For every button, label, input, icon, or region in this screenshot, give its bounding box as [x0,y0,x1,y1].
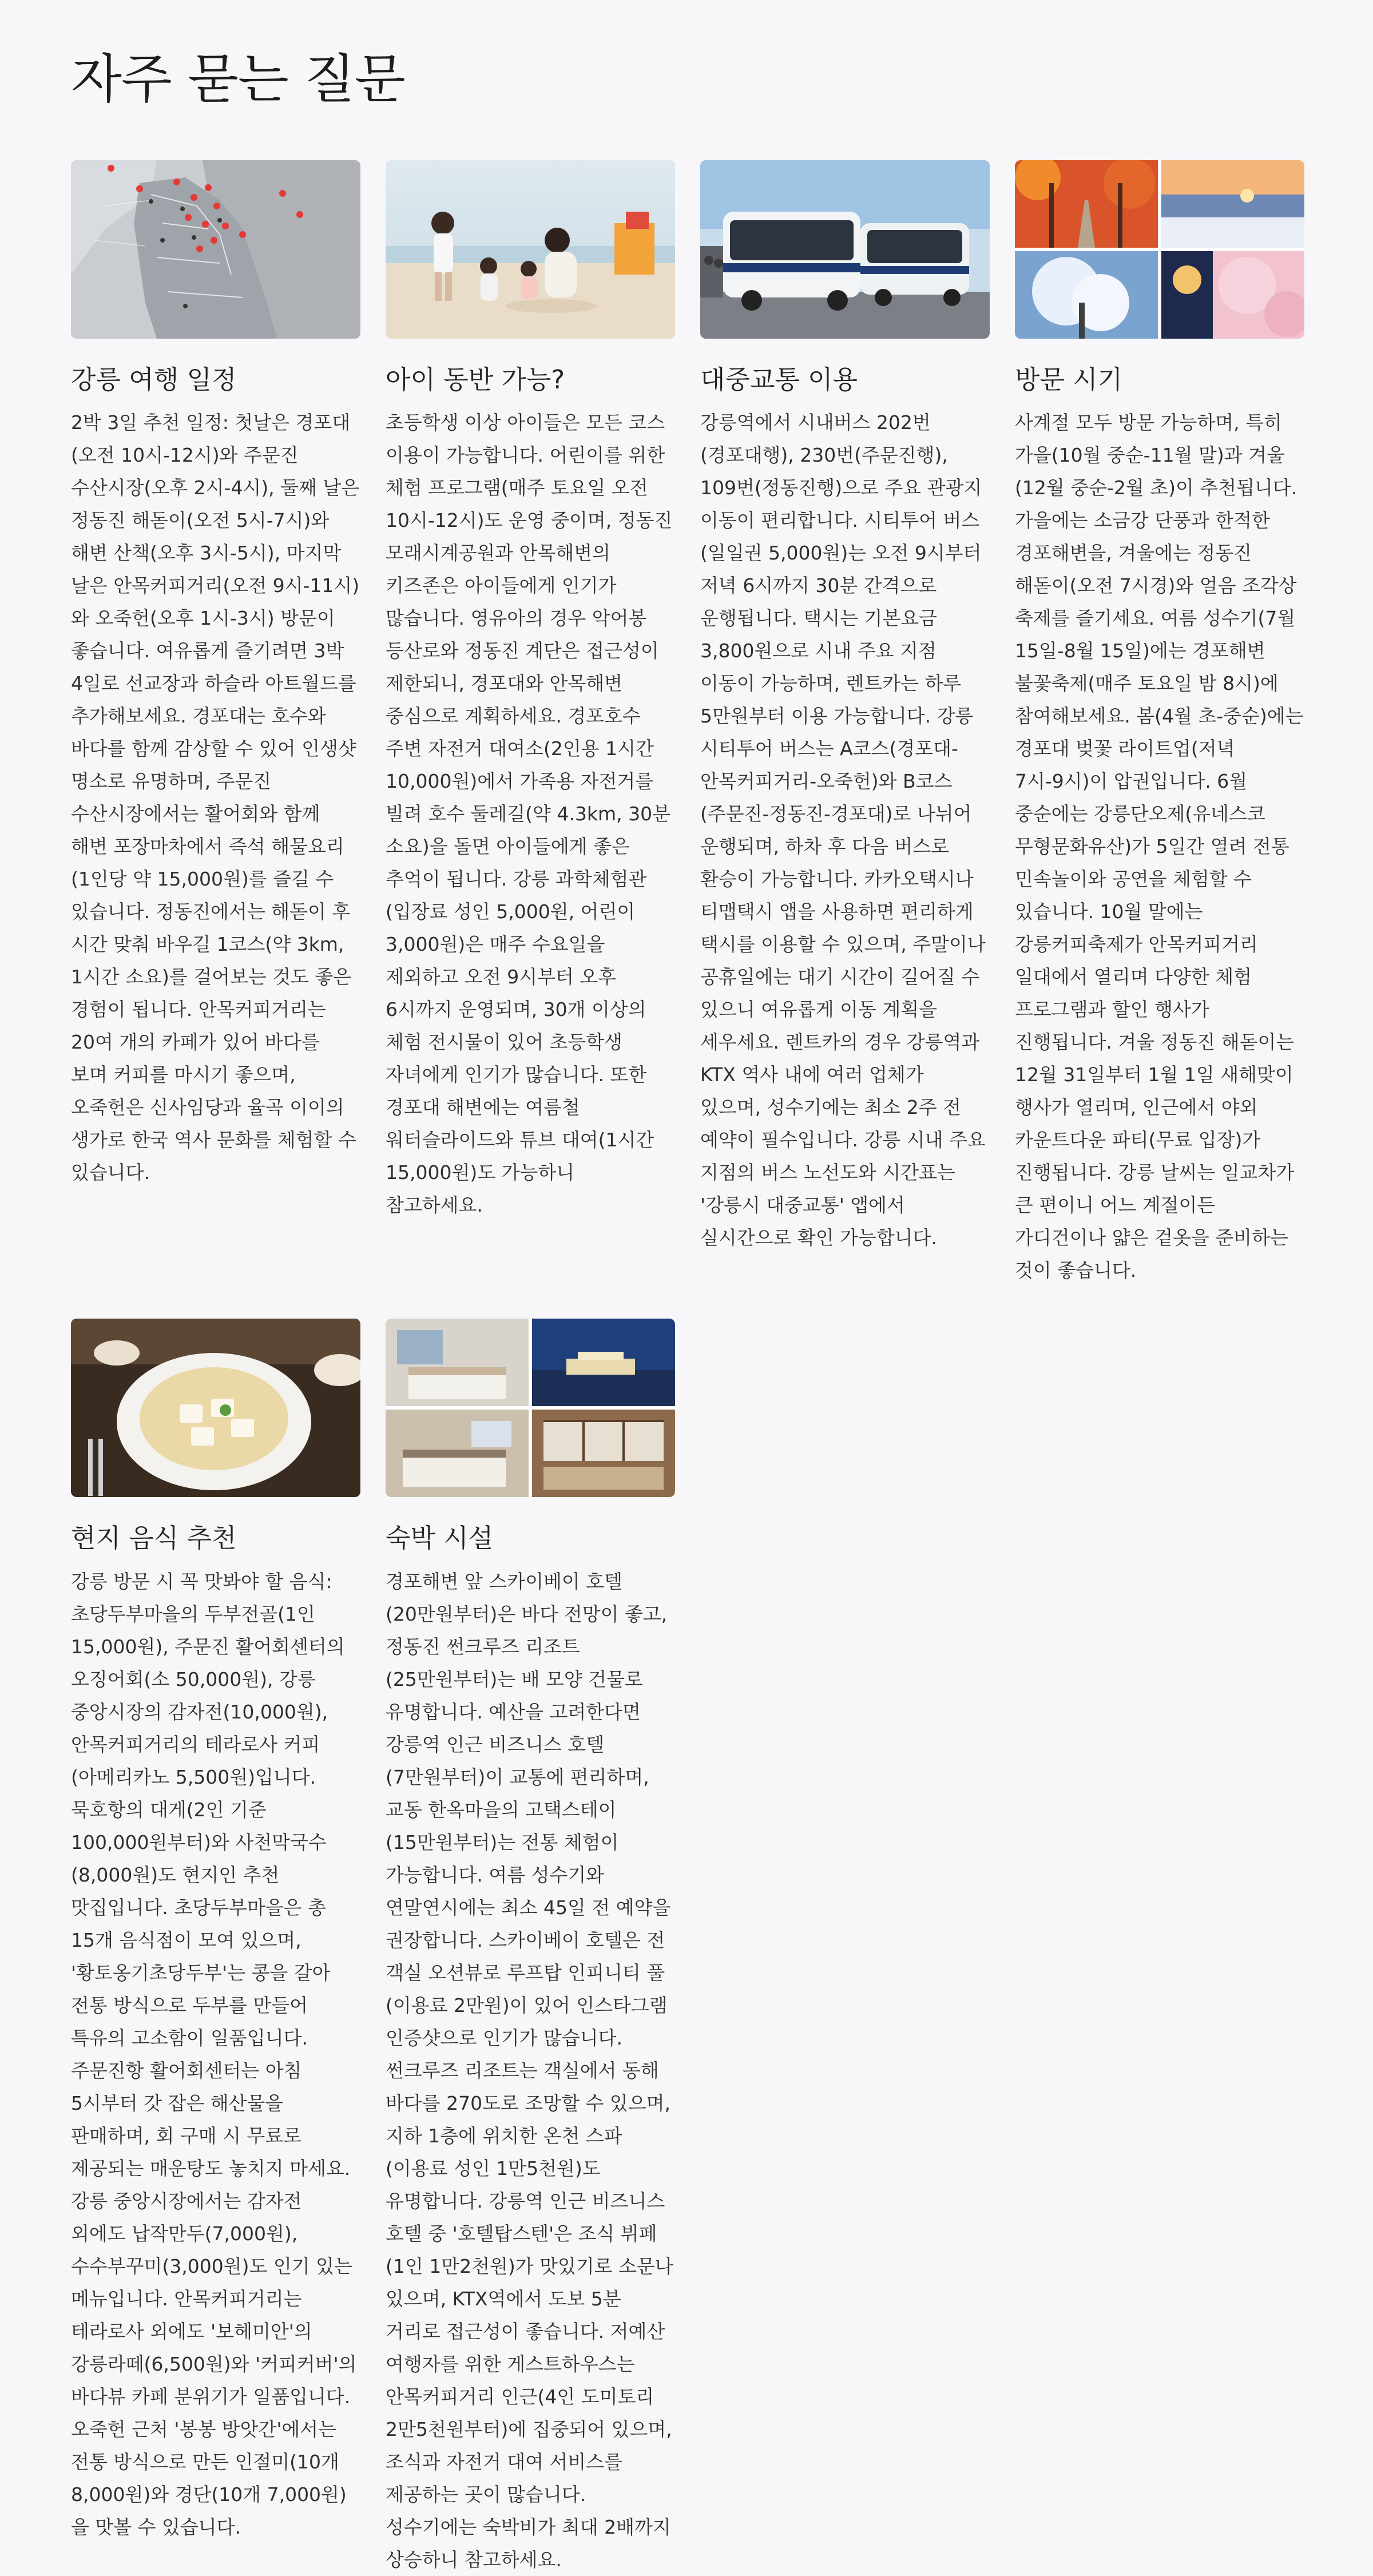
faq-answer: 강릉역에서 시내버스 202번(경포대행), 230번(주문진행), 109번(정동진행)으로 주요 관광지 이동이 편리합니다. 시티투어 버스(일일권 5,000원)는 오전 9시부터 저녁 6시까지 30분 간격으로 운행됩니다. 택시는 기본요금 3,800원으로 시내 주요 지점 이동이 가능하며, 렌트카는 하루 5만원부터 이용 가능합니다. 강릉 시티투어 버스는 A코스(경포대-안목커피거리-오죽헌)와 B코스(주문진-정동진-경포대)로 나뉘어 운행되며, 하차 후 다음 버스로 환승이 가능합니다. 카카오택시나 티맵택시 앱을 사용하면 편리하게 택시를 이용할 수 있으며, 주말이나 공휴일에는 대기 시간이 길어질 수 있으니 여유롭게 이동 계획을 세우세요. 렌트카의 경우 강릉역과 KTX 역사 내에 여러 업체가 있으며, 성수기에는 최소 2주 전 예약이 필수입니다. 강릉 시내 주요 지점의 버스 노선도와 시간표는 '강릉시 대중교통' 앱에서 실시간으로 확인 가능합니다. [700,411,986,1249]
bus-image [700,160,990,339]
faq-title: 아이 동반 가능? [386,364,565,395]
faq-title: 대중교통 이용 [700,364,858,395]
faq-card-stay [386,1319,675,2575]
page-title: 자주 묻는 질문 [71,49,405,110]
faq-card-itinerary [71,160,360,1287]
family-beach-image [386,160,675,339]
fireworks-cherry-photo [1161,251,1304,339]
map-image [71,160,360,339]
autumn-photo [1015,160,1158,248]
faq-card-transit [700,160,990,1287]
faq-grid [71,160,1302,2576]
faq-card-season [1015,160,1304,1287]
faq-title: 현지 음식 추천 [71,1523,237,1554]
seasons-collage-image [1015,160,1304,339]
faq-answer: 강릉 방문 시 꼭 맛봐야 할 음식: 초당두부마을의 두부전골(1인 15,000원), 주문진 활어회센터의 오징어회(소 50,000원), 강릉 중앙시장의 감자전(10,000원), 안목커피거리의 테라로사 커피(아메리카노 5,500원)입니다. 묵호항의 대게(2인 기준 100,000원부터)와 사천막국수(8,000원)도 현지인 추천 맛집입니다. 초당두부마을은 총 15개 음식점이 모여 있으며, '황토옹기초당두부'는 콩을 갈아 전통 방식으로 두부를 만들어 특유의 고소함이 일품입니다. 주문진항 활어회센터는 아침 5시부터 갓 잡은 해산물을 판매하며, 회 구매 시 무료로 제공되는 매운탕도 놓치지 마세요. 강릉 중앙시장에서는 감자전 외에도 납작만두(7,000원), 수수부꾸미(3,000원)도 인기 있는 메뉴입니다. 안목커피거리는 테라로사 외에도 '보헤미안'의 강릉라떼(6,500원)와 '커피커버'의 바다뷰 카페 분위기가 일품입니다. 오죽헌 근처 '봉봉 방앗간'에서는 전통 방식으로 만든 인절미(10개 8,000원)와 경단(10개 7,000원)을 맛볼 수 있습니다. [71,1570,357,2538]
faq-answer: 초등학생 이상 아이들은 모든 코스 이용이 가능합니다. 어린이를 위한 체험 프로그램(매주 토요일 오전 10시-12시)도 운영 중이며, 정동진 모래시계공원과 안목해변의 키즈존은 아이들에게 인기가 많습니다. 영유아의 경우 악어봉 등산로와 정동진 계단은 접근성이 제한되니, 경포대와 안목해변 중심으로 계획하세요. 경포호수 주변 자전거 대여소(2인용 1시간 10,000원)에서 가족용 자전거를 빌려 호수 둘레길(약 4.3km, 30분 소요)을 돌면 아이들에게 좋은 추억이 됩니다. 강릉 과학체험관(입장료 성인 5,000원, 어린이 3,000원)은 매주 수요일을 제외하고 오전 9시부터 오후 6시까지 운영되며, 30개 이상의 체험 전시물이 있어 초등학생 자녀에게 인기가 많습니다. 또한 경포대 해변에는 여름철 워터슬라이드와 튜브 대여(1시간 15,000원)도 가능하니 참고하세요. [386,411,673,1217]
guest-room-photo [386,1410,529,1497]
hotel-room-photo [386,1319,529,1406]
cruise-resort-photo [532,1319,675,1406]
hotels-collage-image [386,1319,675,1497]
faq-title: 숙박 시설 [386,1523,494,1554]
faq-card-kids [386,160,675,1287]
tofu-dish-image [71,1319,360,1497]
faq-title: 강릉 여행 일정 [71,364,237,395]
faq-card-food [71,1319,360,2575]
hanok-stay-photo [532,1410,675,1497]
faq-answer: 경포해변 앞 스카이베이 호텔(20만원부터)은 바다 전망이 좋고, 정동진 썬크루즈 리조트(25만원부터)는 배 모양 건물로 유명합니다. 예산을 고려한다면 강릉역 인근 비즈니스 호텔(7만원부터)이 교통에 편리하며, 교동 한옥마을의 고택스테이(15만원부터)는 전통 체험이 가능합니다. 여름 성수기와 연말연시에는 최소 45일 전 예약을 권장합니다. 스카이베이 호텔은 전 객실 오션뷰로 루프탑 인피니티 풀(이용료 2만원)이 있어 인스타그램 인증샷으로 인기가 많습니다. 썬크루즈 리조트는 객실에서 동해 바다를 270도로 조망할 수 있으며, 지하 1층에 위치한 온천 스파(이용료 성인 1만5천원)도 유명합니다. 강릉역 인근 비즈니스 호텔 중 '호텔탑스텐'은 조식 뷔페(1인 1만2천원)가 맛있기로 소문나 있으며, KTX역에서 도보 5분 거리로 접근성이 좋습니다. 저예산 여행자를 위한 게스트하우스는 안목커피거리 인근(4인 도미토리 2만5천원부터)에 집중되어 있으며, 조식과 자전거 대여 서비스를 제공하는 곳이 많습니다. 성수기에는 숙박비가 최대 2배까지 상승하니 참고하세요. [386,1570,673,2571]
winter-sea-photo [1161,160,1304,248]
faq-answer: 사계절 모두 방문 가능하며, 특히 가을(10월 중순-11월 말)과 겨울(12월 중순-2월 초)이 추천됩니다. 가을에는 소금강 단풍과 한적한 경포해변을, 겨울에는 정동진 해돋이(오전 7시경)와 얼음 조각상 축제를 즐기세요. 여름 성수기(7월 15일-8월 15일)에는 경포해변 불꽃축제(매주 토요일 밤 8시)에 참여해보세요. 봄(4월 초-중순)에는 경포대 벚꽃 라이트업(저녁 7시-9시)이 압권입니다. 6월 중순에는 강릉단오제(유네스코 무형문화유산)가 5일간 열려 전통 민속놀이와 공연을 체험할 수 있습니다. 10월 말에는 강릉커피축제가 안목커피거리 일대에서 열리며 다양한 체험 프로그램과 할인 행사가 진행됩니다. 겨울 정동진 해돋이는 12월 31일부터 1월 1일 새해맞이 행사가 열리며, 인근에서 야외 카운트다운 파티(무료 입장)가 진행됩니다. 강릉 날씨는 일교차가 큰 편이니 어느 계절이든 가디건이나 얇은 겉옷을 준비하는 것이 좋습니다. [1015,411,1304,1282]
faq-title: 방문 시기 [1015,364,1123,395]
snow-tree-photo [1015,251,1158,339]
faq-answer: 2박 3일 추천 일정: 첫날은 경포대(오전 10시-12시)와 주문진 수산시장(오후 2시-4시), 둘째 날은 정동진 해돋이(오전 5시-7시)와 해변 산책(오후 3시-5시), 마지막 날은 안목커피거리(오전 9시-11시)와 오죽헌(오후 1시-3시) 방문이 좋습니다. 여유롭게 즐기려면 3박 4일로 선교장과 하슬라 아트월드를 추가해보세요. 경포대는 호수와 바다를 함께 감상할 수 있어 인생샷 명소로 유명하며, 주문진 수산시장에서는 활어회와 함께 해변 포장마차에서 즉석 해물요리(1인당 약 15,000원)를 즐길 수 있습니다. 정동진에서는 해돋이 후 시간 맞춰 바우길 1코스(약 3km, 1시간 소요)를 걸어보는 것도 좋은 경험이 됩니다. 안목커피거리는 20여 개의 카페가 있어 바다를 보며 커피를 마시기 좋으며, 오죽헌은 신사임당과 율곡 이이의 생가로 한국 역사 문화를 체험할 수 있습니다. [71,411,360,1184]
